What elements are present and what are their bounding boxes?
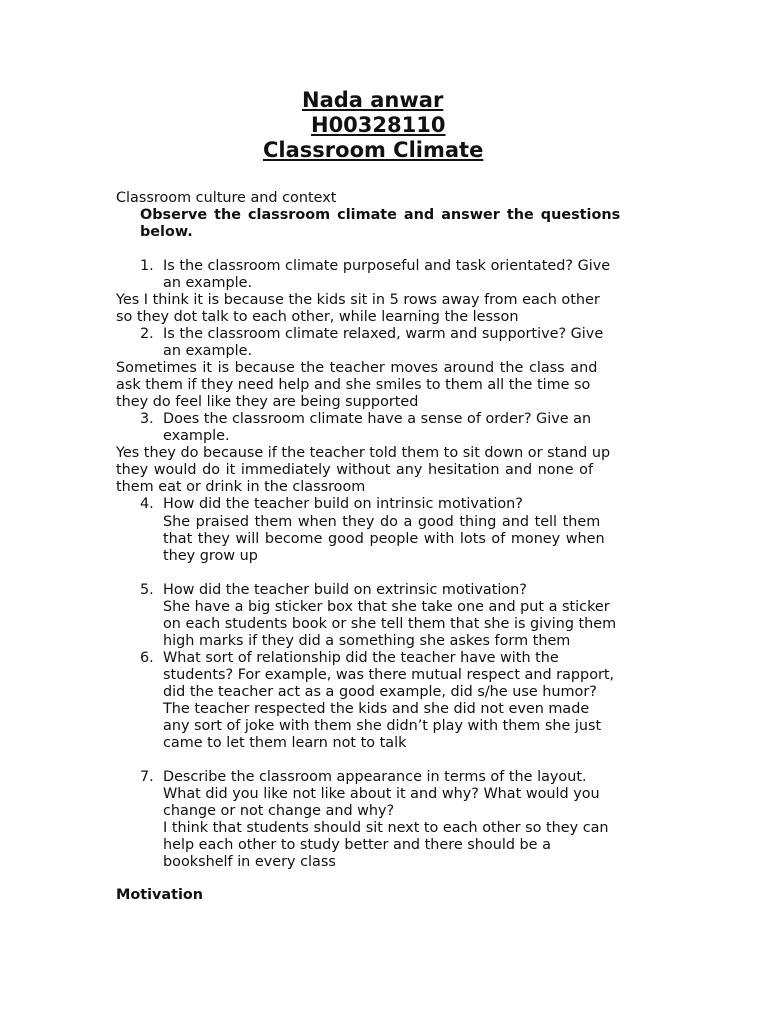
q1-number: 1. <box>140 258 154 274</box>
q1-answer-line-1: Yes I think it is because the kids sit in 5 rows away from each other <box>116 292 600 308</box>
q7-question-line-2: What did you like not like about it and why? What would you <box>163 786 600 802</box>
author-name: Nada anwar <box>302 88 444 112</box>
q6-question-line-2: students? For example, was there mutual respect and rapport, <box>163 667 615 683</box>
student-id: H00328110 <box>311 113 446 137</box>
q3-question-line-1: Does the classroom climate have a sense of order? Give an <box>163 411 592 427</box>
q2-number: 2. <box>140 326 154 342</box>
q7-number: 7. <box>140 769 154 785</box>
q7-question-line-1: Describe the classroom appearance in terms of the layout. <box>163 769 587 785</box>
q6-answer-line-1: The teacher respected the kids and she did not even made <box>163 701 590 717</box>
document-title: Classroom Climate <box>263 138 484 162</box>
q2-answer-line-1: Sometimes it is because the teacher moves around the class and <box>116 360 598 376</box>
q1-answer-line-2: so they dot talk to each other, while learning the lesson <box>116 309 519 325</box>
q4-question-line-1: How did the teacher build on intrinsic motivation? <box>163 496 523 512</box>
q6-question-line-3: did the teacher act as a good example, did s/he use humor? <box>163 684 597 700</box>
q5-number: 5. <box>140 582 154 598</box>
q6-number: 6. <box>140 650 154 666</box>
q4-number: 4. <box>140 496 154 512</box>
q5-question-line-1: How did the teacher build on extrinsic motivation? <box>163 582 527 598</box>
instruction-text: Observe the classroom climate and answer the questions <box>140 207 621 223</box>
q5-answer-line-1: She have a big sticker box that she take one and put a sticker <box>163 599 610 615</box>
q4-answer-line-3: they grow up <box>163 548 258 564</box>
q7-answer-line-1: I think that students should sit next to each other so they can <box>163 820 609 836</box>
q3-answer-line-1: Yes they do because if the teacher told them to sit down or stand up <box>116 445 611 461</box>
q7-question-line-3: change or not change and why? <box>163 803 395 819</box>
q6-question-line-1: What sort of relationship did the teacher have with the <box>163 650 559 666</box>
q4-answer-line-1: She praised them when they do a good thing and tell them <box>163 514 601 530</box>
q2-answer-line-2: ask them if they need help and she smiles to them all the time so <box>116 377 591 393</box>
section-heading: Classroom culture and context <box>116 190 337 206</box>
q4-answer-line-2: that they will become good people with lots of money when <box>163 531 605 547</box>
q6-answer-line-2: any sort of joke with them she didn’t play with them she just <box>163 718 602 734</box>
q2-answer-line-3: they do feel like they are being supported <box>116 394 419 410</box>
instruction-line-2: below. <box>140 224 193 240</box>
q3-number: 3. <box>140 411 154 427</box>
q3-question-line-2: example. <box>163 428 230 444</box>
q5-answer-line-2: on each students book or she tell them that she is giving them <box>163 616 617 632</box>
q1-question-line-1: Is the classroom climate purposeful and task orientated? Give <box>163 258 611 274</box>
q2-question-line-1: Is the classroom climate relaxed, warm and supportive? Give <box>163 326 604 342</box>
q7-answer-line-3: bookshelf in every class <box>163 854 336 870</box>
q1-question-line-2: an example. <box>163 275 253 291</box>
motivation-heading: Motivation <box>116 887 204 903</box>
instruction-line-1 <box>140 207 652 224</box>
q2-question-line-2: an example. <box>163 343 253 359</box>
q5-answer-line-3: high marks if they did a something she askes form them <box>163 633 571 649</box>
q3-answer-line-2: they would do it immediately without any hesitation and none of <box>116 462 594 478</box>
q3-answer-line-3: them eat or drink in the classroom <box>116 479 366 495</box>
q6-answer-line-3: came to let them learn not to talk <box>163 735 407 751</box>
q7-answer-line-2: help each other to study better and there should be a <box>163 837 551 853</box>
